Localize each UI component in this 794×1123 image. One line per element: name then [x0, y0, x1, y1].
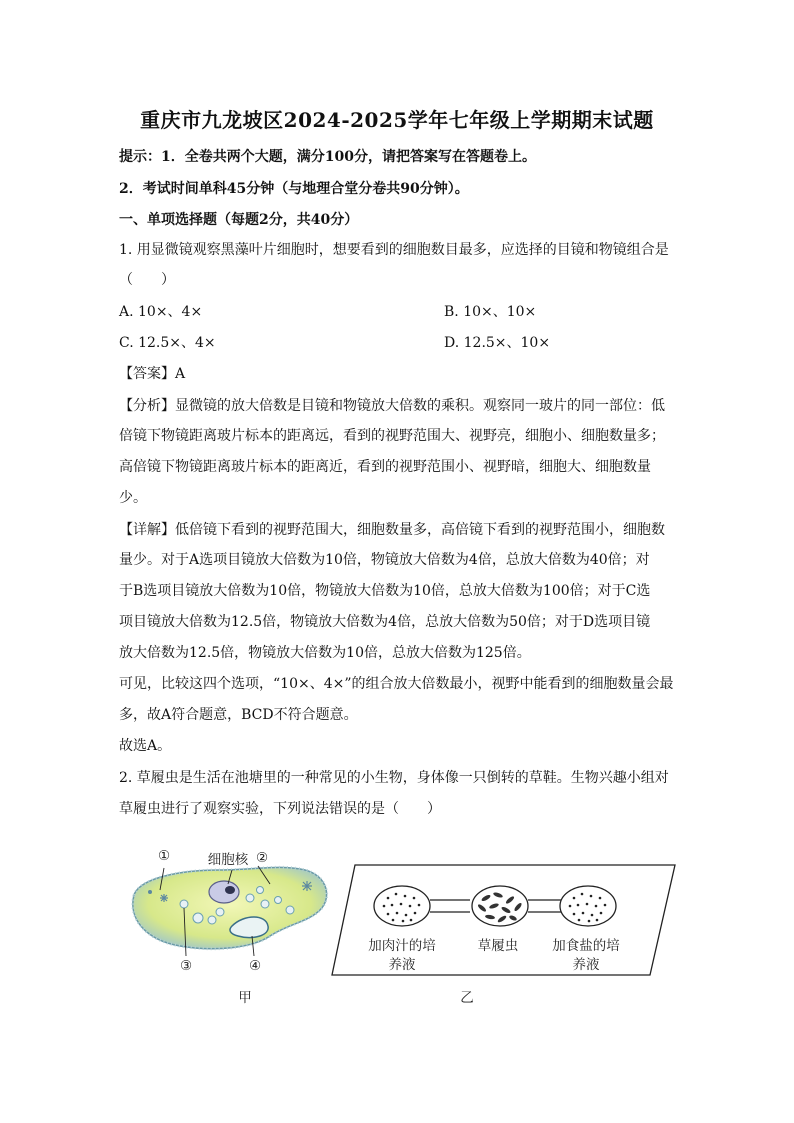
- q1-analysis-line: 高倍镜下物镜距离玻片标本的距离近，看到的视野范围小、视野暗，细胞大、细胞数量: [119, 459, 651, 475]
- q1-stem-line-2: （ ）: [119, 272, 175, 288]
- q1-option-c: C. 12.5×、4×: [119, 335, 216, 351]
- q2-stem-line-2: 草履虫进行了观察实验，下列说法错误的是（ ）: [119, 801, 441, 817]
- nucleus: [209, 881, 239, 903]
- q1-option-b: B. 10×、10×: [444, 304, 537, 320]
- salt-solution-label-line-2: 养液: [572, 957, 600, 973]
- q1-detail-line: 放大倍数为12.5倍，物镜放大倍数为10倍，总放大倍数为125倍。: [119, 645, 531, 661]
- marker-4: ④: [248, 958, 262, 974]
- meat-broth-drop: [374, 886, 430, 926]
- q1-detail-line: 于B选项目镜放大倍数为10倍，物镜放大倍数为10倍，总放大倍数为100倍；对于C选: [119, 583, 651, 599]
- figure-jia-caption: 甲: [238, 990, 252, 1006]
- q1-stem-line-1: 1. 用显微镜观察黑藻叶片细胞时，想要看到的细胞数目最多，应选择的目镜和物镜组合是: [119, 242, 669, 258]
- q1-analysis-line: 倍镜下物镜距离玻片标本的距离远，看到的视野范围大、视野亮，细胞小、细胞数量多；: [119, 428, 665, 444]
- paramecium-label: 草履虫: [477, 938, 519, 954]
- page-title: 重庆市九龙坡区2024-2025学年七年级上学期期末试题: [140, 108, 654, 132]
- q1-option-d: D. 12.5×、10×: [444, 335, 551, 351]
- q1-analysis-line: 少。: [119, 490, 147, 506]
- marker-3: ③: [179, 958, 193, 974]
- q2-stem-line-1: 2. 草履虫是生活在池塘里的一种常见的小生物，身体像一只倒转的草鞋。生物兴趣小组对: [119, 770, 669, 786]
- q1-analysis-line: 【分析】显微镜的放大倍数是目镜和物镜放大倍数的乘积。观察同一玻片的同一部位：低: [119, 398, 665, 414]
- nucleus-label: 细胞核: [207, 852, 249, 868]
- salt-solution-label-line-1: 加食盐的培: [552, 938, 620, 954]
- tip-2: 2．考试时间单科45分钟（与地理合堂分卷共90分钟）。: [119, 181, 469, 197]
- salt-solution-drop: [560, 886, 616, 926]
- meat-broth-label-line-2: 养液: [388, 957, 416, 973]
- q1-detail-line: 【详解】低倍镜下看到的视野范围大，细胞数量多，高倍镜下看到的视野范围小，细胞数: [119, 522, 665, 538]
- marker-1: ①: [157, 848, 171, 864]
- marker-2: ②: [255, 850, 269, 866]
- q1-answer: 【答案】A: [119, 366, 186, 382]
- q1-detail-line: 项目镜放大倍数为12.5倍，物镜放大倍数为4倍，总放大倍数为50倍；对于D选项目镜: [119, 614, 651, 630]
- q1-detail-line: 故选A。: [119, 738, 172, 754]
- q1-detail-line: 量少。对于A选项目镜放大倍数为10倍，物镜放大倍数为4倍，总放大倍数为40倍；对: [119, 552, 650, 568]
- meat-broth-label-line-1: 加肉汁的培: [368, 938, 436, 954]
- figure-yi-caption: 乙: [460, 990, 474, 1006]
- tip-1: 提示：1．全卷共两个大题，满分100分，请把答案写在答题卷上。: [119, 149, 536, 165]
- q1-detail-line: 可见，比较这四个选项，“10×、4×”的组合放大倍数最小，视野中能看到的细胞数量会最: [119, 676, 674, 692]
- q1-detail-line: 多，故A符合题意，BCD不符合题意。: [119, 707, 358, 723]
- q1-option-a: A. 10×、4×: [119, 304, 203, 320]
- section-heading: 一、单项选择题（每题2分，共40分）: [119, 212, 359, 228]
